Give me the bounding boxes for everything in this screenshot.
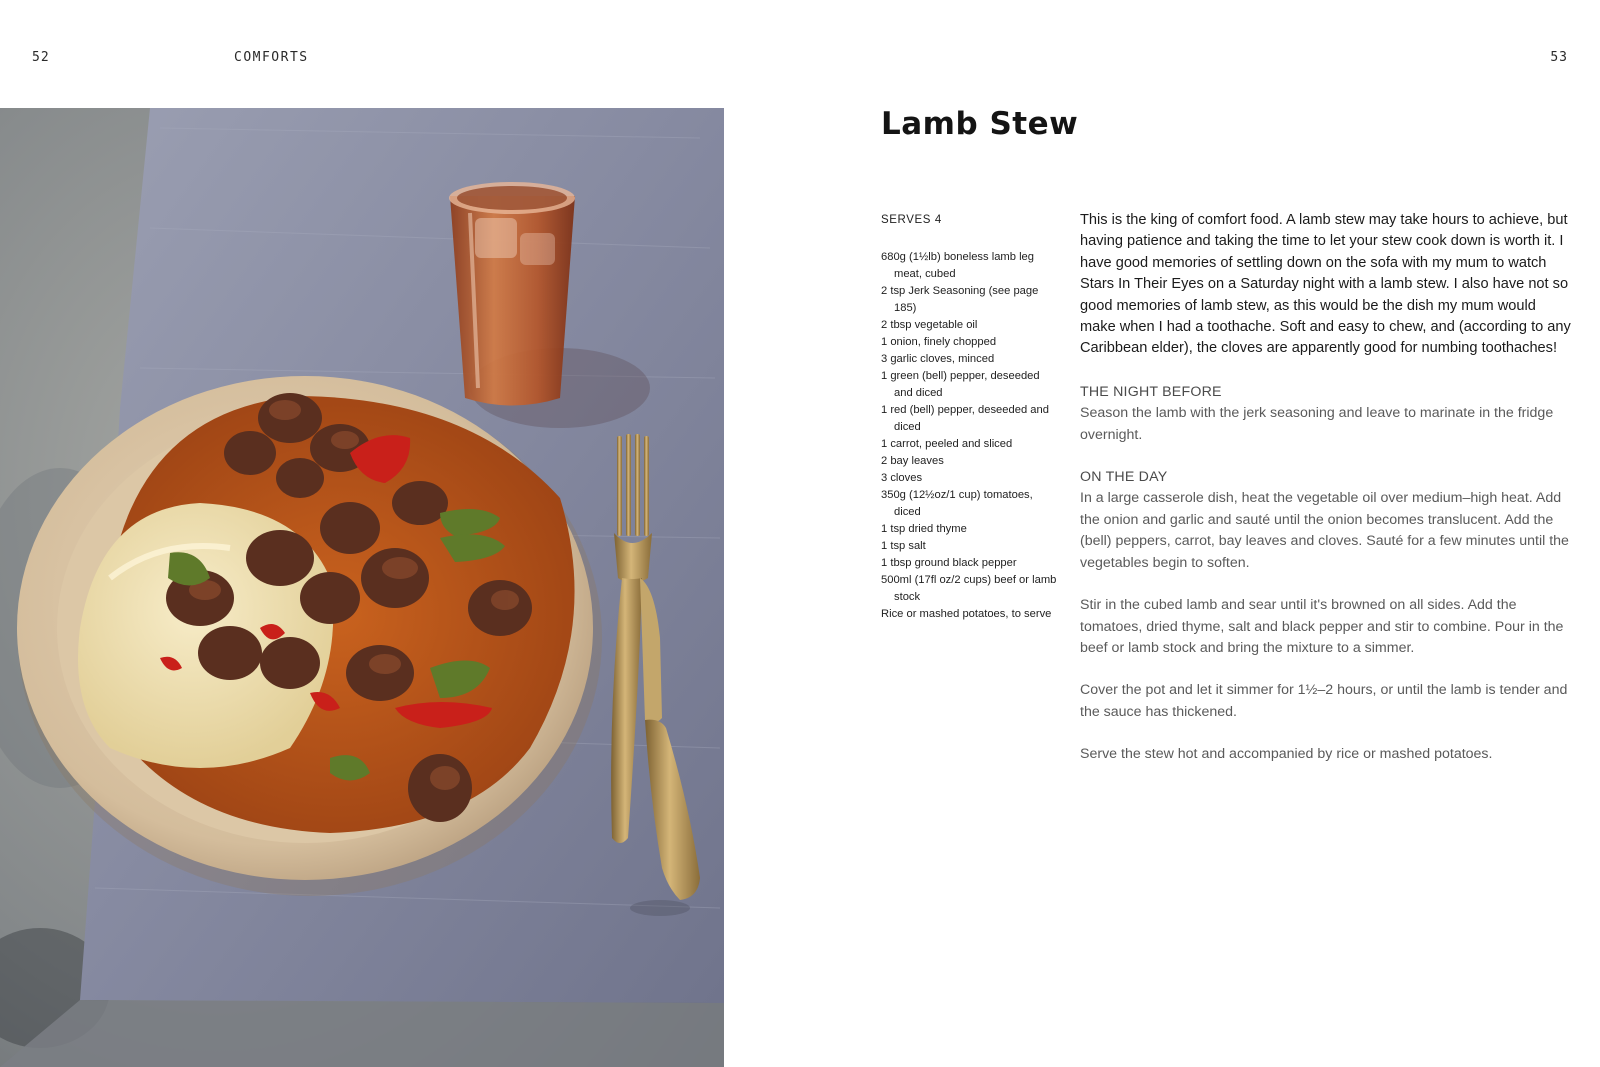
- recipe-photo: [0, 108, 724, 1067]
- method-step-1: In a large casserole dish, heat the vegetable oil over medium–high heat. Add the onion and garlic and sauté until the onion becomes translucent. Add the (bell) peppers, carrot, bay leaves and cloves. Sauté for a few minutes until the vegetables begin to soften.: [1080, 490, 1569, 571]
- ingredient-item: Rice or mashed potatoes, to serve: [881, 608, 1052, 620]
- on-the-day-heading: ON THE DAY: [1080, 469, 1168, 486]
- night-before-heading: THE NIGHT BEFORE: [1080, 383, 1222, 400]
- method-column: [1080, 210, 1575, 787]
- ingredient-item: 680g (1½lb) boneless lamb leg meat, cubed: [881, 251, 1034, 280]
- recipe-intro: This is the king of comfort food. A lamb stew may take hours to achieve, but having patience and taking the time to let your stew cook down is worth it. I have good memories of settling down on the sofa with my mum to watch Stars In Their Eyes on a Saturday night with a lamb stew. I also have not so good memories of lamb stew, as this would be the dish my mum would make when I had a toothache. Soft and easy to chew, and (according to any Caribbean elder), the cloves are apparently good for numbing toothaches!: [1080, 212, 1571, 357]
- ingredient-item: 500ml (17fl oz/2 cups) beef or lamb stock: [881, 574, 1057, 603]
- method-step-2: Stir in the cubed lamb and sear until it's browned on all sides. Add the tomatoes, dried thyme, salt and black pepper and stir to combine. Pour in the beef or lamb stock and bring the mixture to a simmer.: [1080, 597, 1564, 656]
- method-step-3: Cover the pot and let it simmer for 1½–2 hours, or until the lamb is tender and the sauce has thickened.: [1080, 682, 1568, 720]
- ingredient-item: 3 garlic cloves, minced: [881, 353, 995, 365]
- ingredient-item: 3 cloves: [881, 472, 923, 484]
- ingredient-item: 350g (12½oz/1 cup) tomatoes, diced: [881, 489, 1033, 518]
- method-step-4: Serve the stew hot and accompanied by rice or mashed potatoes.: [1080, 746, 1493, 763]
- ingredient-item: 1 green (bell) pepper, deseeded and diced: [881, 370, 1040, 399]
- ingredient-item: 2 bay leaves: [881, 455, 944, 467]
- ingredient-item: 1 red (bell) pepper, deseeded and diced: [881, 404, 1049, 433]
- ingredient-item: 1 tbsp ground black pepper: [881, 557, 1017, 569]
- ingredient-item: 2 tsp Jerk Seasoning (see page 185): [881, 285, 1039, 314]
- serves-label: SERVES 4: [881, 214, 942, 226]
- section-label: COMFORTS: [234, 50, 309, 65]
- ingredient-item: 1 tsp salt: [881, 540, 926, 552]
- lamb-stew-photo-illustration: [0, 108, 724, 1067]
- ingredient-item: 1 onion, finely chopped: [881, 336, 997, 348]
- ingredient-item: 2 tbsp vegetable oil: [881, 319, 978, 331]
- page-number-left: 52: [32, 50, 50, 65]
- ingredient-list: [881, 249, 1061, 623]
- page-number-right: 53: [1550, 50, 1568, 65]
- ingredient-item: 1 tsp dried thyme: [881, 523, 967, 535]
- night-before-step: Season the lamb with the jerk seasoning and leave to marinate in the fridge overnight.: [1080, 405, 1554, 443]
- ingredient-item: 1 carrot, peeled and sliced: [881, 438, 1013, 450]
- recipe-title: Lamb Stew: [881, 106, 1079, 142]
